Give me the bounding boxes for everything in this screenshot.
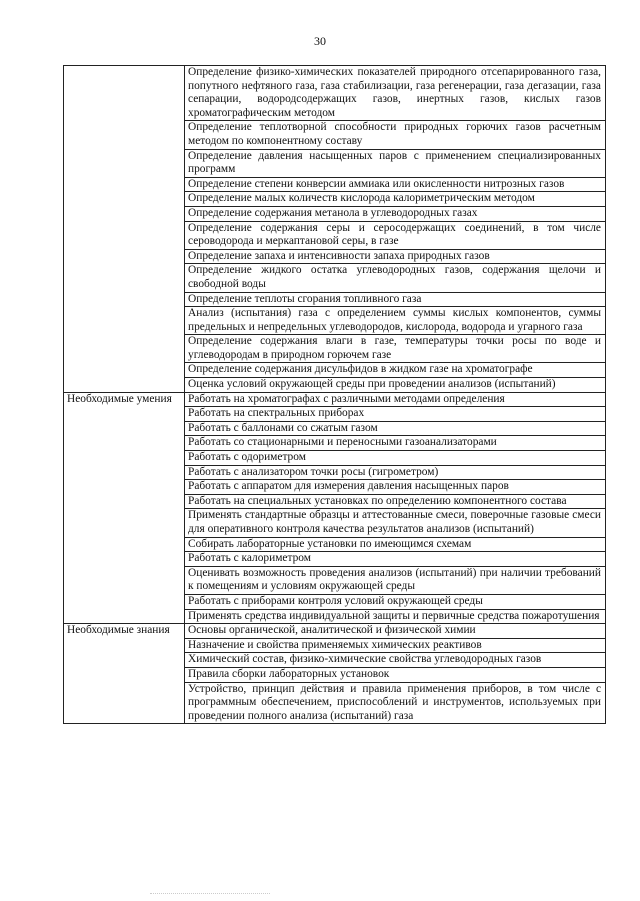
table-cell-item: Оценка условий окружающей среды при проведении анализов (испытаний): [185, 378, 606, 393]
table-cell-item: Химический состав, физико-химические свойства углеводородных газов: [185, 653, 606, 668]
table-row: [64, 624, 606, 639]
table-cell-item: Назначение и свойства применяемых химических реактивов: [185, 638, 606, 653]
table-cell-item: Определение давления насыщенных паров с применением специализированных программ: [185, 149, 606, 177]
competency-table-body: [64, 66, 606, 724]
table-cell-item: Работать на спектральных приборах: [185, 407, 606, 422]
table-cell-item: Собирать лабораторные установки по имеющимся схемам: [185, 537, 606, 552]
table-cell-item: Применять средства индивидуальной защиты и первичные средства пожаротушения: [185, 609, 606, 624]
table-cell-item: Определение запаха и интенсивности запаха природных газов: [185, 249, 606, 264]
table-cell-item: Основы органической, аналитической и физической химии: [185, 624, 606, 639]
table-row: [64, 392, 606, 407]
table-cell-item: Работать со стационарными и переносными газоанализаторами: [185, 436, 606, 451]
table-cell-item: Анализ (испытания) газа с определением суммы кислых компонентов, суммы предельных и непредельных углеводородов, кислорода, водорода и угарного газа: [185, 307, 606, 335]
table-cell-item: Правила сборки лабораторных установок: [185, 667, 606, 682]
table-cell-item: Работать с анализатором точки росы (гигрометром): [185, 465, 606, 480]
table-cell-item: Определение теплоты сгорания топливного газа: [185, 292, 606, 307]
scan-artifact-line: [150, 893, 270, 895]
table-cell-item: Оценивать возможность проведения анализов (испытаний) при наличии требований к помещениям и условиям окружающей среды: [185, 566, 606, 594]
section-label: Необходимые знания: [64, 624, 185, 724]
table-cell-item: Работать с баллонами со сжатым газом: [185, 421, 606, 436]
table-row: [64, 66, 606, 121]
table-cell-item: Применять стандартные образцы и аттестованные смеси, поверочные газовые смеси для оперативного контроля качества результатов анализов (испытаний): [185, 509, 606, 537]
table-cell-item: Определение малых количеств кислорода калориметрическим методом: [185, 192, 606, 207]
table-cell-item: Определение содержания влаги в газе, температуры точки росы по воде и углеводородам в природном горючем газе: [185, 335, 606, 363]
table-cell-item: Определение теплотворной способности природных горючих газов расчетным методом по компонентному составу: [185, 121, 606, 149]
table-cell-item: Работать с приборами контроля условий окружающей среды: [185, 594, 606, 609]
section-label: Необходимые умения: [64, 392, 185, 624]
table-cell-item: Определение степени конверсии аммиака или окисленности нитрозных газов: [185, 177, 606, 192]
table-cell-item: Определение жидкого остатка углеводородных газов, содержания щелочи и свободной воды: [185, 264, 606, 292]
competency-table: [63, 65, 606, 724]
table-cell-item: Определение содержания серы и серосодержащих соединений, в том числе сероводорода и меркаптановой серы, в газе: [185, 221, 606, 249]
table-cell-item: Работать на хроматографах с различными методами определения: [185, 392, 606, 407]
table-cell-item: Определение физико-химических показателей природного отсепарированного газа, попутного нефтяного газа, газа стабилизации, газа регенерации, газа дегазации, газа сепарации, водородсодержащих газов, инертных газов, кислых газов хроматографическим методом: [185, 66, 606, 121]
section-label: [64, 66, 185, 393]
table-cell-item: Работать с калориметром: [185, 552, 606, 567]
table-cell-item: Работать с аппаратом для измерения давления насыщенных паров: [185, 480, 606, 495]
table-cell-item: Определение содержания метанола в углеводородных газах: [185, 206, 606, 221]
page-number: 30: [314, 34, 326, 48]
table-cell-item: Работать с одориметром: [185, 451, 606, 466]
table-cell-item: Определение содержания дисульфидов в жидком газе на хроматографе: [185, 363, 606, 378]
table-cell-item: Работать на специальных установках по определению компонентного состава: [185, 494, 606, 509]
table-cell-item: Устройство, принцип действия и правила применения приборов, в том числе с программным обеспечением, приспособлений и инструментов, используемых при проведении полного анализа (испытаний) газа: [185, 682, 606, 724]
